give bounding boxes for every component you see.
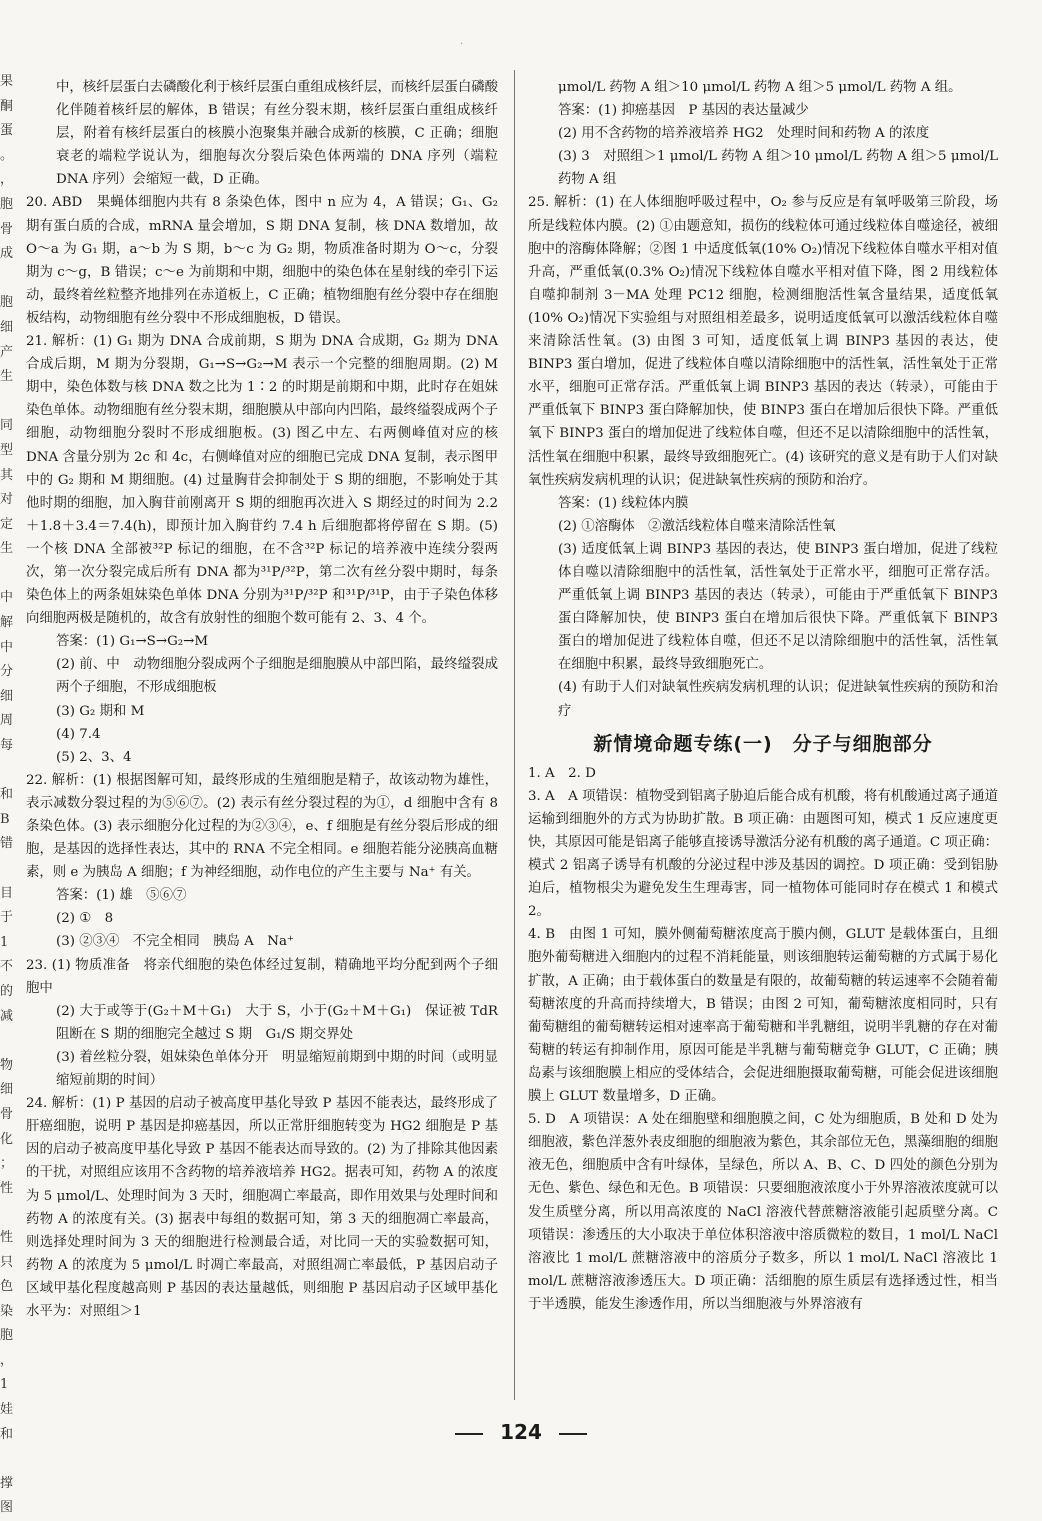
paragraph: 21. 解析：(1) G₁ 期为 DNA 合成前期，S 期为 DNA 合成期，G₂ 期为 DNA 合成后期，M 期为分裂期，G₁→S→G₂→M 表示一个完整的细胞周期。(2) M 期中，染色体数与核 DNA 数之比为 1∶2 的时期是前期和中期，此时存在姐妹染色单体。动物细胞有丝分裂末期，细胞膜从中部向内凹陷，最终缢裂成两个子细胞，动物细胞分裂时不形成细胞板。(3) 图乙中左、右两侧峰值对应的核 DNA 含量分别为 2c 和 4c，右侧峰值对应的细胞已完成 DNA 复制，表示图甲中的 G₂ 期和 M 期细胞。(4) 过量胸苷会抑制处于 S 期的细胞，不影响处于其他时期的细胞，加入胸苷前刚离开 S 期的细胞再次进入 S 期经过的时间为 2.2＋1.8＋3.4＝7.4(h)，即预计加入胸苷约 7.4 h 后细胞都将停留在 S 期。(5) 一个核 DNA 全部被³²P 标记的细胞，在不含³²P 标记的培养液中连续分裂两次，第一次分裂完成后所有 DNA 都为³¹P/³²P，第二次有丝分裂中期时，每条染色体上的两条姐妹染色单体 DNA 分别为³¹P/³²P 和³¹P/³¹P，由于子染色体移向细胞两极是随机的，故含有放射性的细胞个数可能有 2、3、4 个。 [26,334,498,627]
left-column [26,76,498,1323]
paragraph: (2) ①溶酶体 ②激活线粒体自噬来清除活性氧 [558,518,836,534]
paragraph: 答案：(1) 抑癌基因 P 基因的表达量减少 [558,103,809,119]
paragraph: 中，核纤层蛋白去磷酸化利于核纤层蛋白重组成核纤层，而核纤层蛋白磷酸化伴随着核纤层的解体，B 错误；有丝分裂末期，核纤层蛋白重组成核纤层，附着有核纤层蛋白的核膜小泡聚集并融合成新的核膜，C 正确；细胞衰老的端粒学说认为，细胞每次分裂后染色体两端的 DNA 序列（端粒 DNA 序列）会缩短一截，D 正确。 [56,80,498,188]
right-column-section-items [528,762,998,1316]
paragraph: 4. B 由图 1 可知，膜外侧葡萄糖浓度高于膜内侧，GLUT 是载体蛋白，且细胞外葡萄糖进入细胞内的过程不消耗能量，则该细胞转运葡萄糖的方式属于易化扩散，A 正确；由于载体蛋白的数量是有限的，故葡萄糖的转运速率不会随着葡萄糖浓度的升高而持续增大，B 错误；由图 2 可知，葡萄糖浓度相同时，只有葡萄糖组的葡萄糖转运相对速率高于葡萄糖和半乳糖组，说明半乳糖的存在对葡萄糖的转运有抑制作用，原因可能是半乳糖与葡萄糖竞争 GLUT，C 正确；胰岛素与该细胞膜上相应的受体结合，会促进细胞摄取葡萄糖，可能会促进该细胞膜上 GLUT 数量增多，D 正确。 [528,927,998,1105]
section-title: 新情境命题专练(一) 分子与细胞部分 [593,732,933,755]
paragraph: 3. A A 项错误：植物受到铝离子胁迫后能合成有机酸，将有机酸通过离子通道运输到细胞外的方式为协助扩散。B 项正确：由题图可知，模式 1 反应速度更快，其原因可能是铝离子能够直接诱导激活分泌有机酸的离子通道。C 项正确：模式 2 铝离子诱导有机酸的分泌过程中涉及基因的调控。D 项正确：受到铝胁迫后，植物根尖为避免发生生理毒害，同一植物体可能同时存在模式 1 和模式 2。 [528,788,998,920]
footer-dash-right [559,1433,587,1435]
paragraph: 1. A 2. D [528,765,596,781]
right-column-answers [528,76,998,723]
paragraph: 5. D A 项错误：A 处在细胞壁和细胞膜之间，C 处为细胞质，B 处和 D 处为细胞液，紫色洋葱外表皮细胞的细胞液为紫色，其余部位无色，黑藻细胞的细胞液无色，细胞质中含有叶绿体，呈绿色，所以 A、B、C、D 四处的颜色分别为无色、紫色、绿色和无色。B 项错误：只要细胞液浓度小于外界溶液浓度就可以发生质壁分离，所以用高浓度的 NaCl 溶液代替蔗糖溶液能引起质壁分离。C 项错误：渗透压的大小取决于单位体积溶液中溶质微粒的数目，1 mol/L NaCl 溶液比 1 mol/L 蔗糖溶液中的溶质分子数多，所以 1 mol/L NaCl 溶液比 1 mol/L 蔗糖溶液渗透压大。D 项正确：活细胞的原生质层有选择透过性，相当于半透膜，能发生渗透作用，所以当细胞液与外界溶液有 [528,1112,998,1312]
page-number: 124 [500,1420,542,1444]
header-mark: . [460,36,464,47]
paragraph: (3) G₂ 期和 M [56,703,145,719]
paragraph: 25. 解析：(1) 在人体细胞呼吸过程中，O₂ 参与反应是有氧呼吸第三阶段，场所是线粒体内膜。(2) ①由题意知，损伤的线粒体可通过线粒体自噬途径，被细胞中的溶酶体降解；②图 1 中适度低氧(10% O₂)情况下线粒体自噬水平相对值升高，严重低氧(0.3% O₂)情况下线粒体自噬水平相对值下降，图 2 用线粒体自噬抑制剂 3－MA 处理 PC12 细胞，检测细胞活性氧含量结果，适度低氧(10% O₂)情况下实验组与对照组相差最多，说明适度低氧可以激活线粒体自噬来清除活性氧。(3) 由图 3 可知，适度低氧上调 BINP3 基因的表达，使 BINP3 蛋白增加，促进了线粒体自噬以清除细胞中的活性氧，活性氧处于正常水平，细胞可正常存活。严重低氧上调 BINP3 基因的表达（转录），可能由于严重低氧下 BINP3 蛋白降解加快，使 BINP3 蛋白在增加后很快下降。严重低氧下 BINP3 蛋白的增加促进了线粒体自噬，但还不足以清除细胞中的活性氧，活性氧在细胞中积累，最终导致细胞死亡。(4) 该研究的意义是有助于人们对缺氧性疾病发病机理的认识；促进缺氧性疾病的预防和治疗。 [528,195,998,488]
paragraph: (4) 有助于人们对缺氧性疾病发病机理的认识；促进缺氧性疾病的预防和治疗 [558,680,998,719]
paragraph: 20. ABD 果蝇体细胞内共有 8 条染色体，图中 n 应为 4，A 错误；G₁、G₂ 期有蛋白质的合成，mRNA 量会增加，S 期 DNA 复制，核 DNA 数增加，故 O～a 为 G₁ 期，a～b 为 S 期，b～c 为 G₂ 期，物质准备时期为 O～c，分裂期为 c～g，B 错误；c～e 为前期和中期，细胞中的染色体在星射线的牵引下运动，最终着丝粒整齐地排列在赤道板上，C 正确；植物细胞有丝分裂中存在细胞板结构，动物细胞有丝分裂中不形成细胞板，D 错误。 [26,195,498,326]
paragraph: (2) 大于或等于(G₂＋M＋G₁) 大于 S，小于(G₂＋M＋G₁) 保证被 TdR 阻断在 S 期的细胞完全越过 S 期 G₁/S 期交界处 [56,1003,498,1042]
paragraph: 22. 解析：(1) 根据图解可知，最终形成的生殖细胞是精子，故该动物为雄性，表示减数分裂过程的为⑤⑥⑦。(2) 表示有丝分裂过程的为①，d 细胞中含有 8 条染色体。(3) 表示细胞分化过程的为②③④，e、f 细胞是有丝分裂后形成的细胞，是基因的选择性表达，其中的 RNA 不完全相同。e 细胞若能分泌胰高血糖素，则 e 为胰岛 A 细胞；f 为神经细胞，动作电位的产生主要与 Na⁺ 有关。 [26,772,498,881]
column-divider [514,70,515,1400]
paragraph: 答案：(1) G₁→S→G₂→M [56,634,209,650]
paragraph: 答案：(1) 线粒体内膜 [558,495,689,511]
paragraph: (5) 2、3、4 [56,749,132,765]
page-footer [0,1420,1042,1444]
paragraph: (2) 用不含药物的培养液培养 HG2 处理时间和药物 A 的浓度 [558,126,930,142]
left-margin-fragments: 果 酮 蛋 。 ， 胞 骨 成 胞 细 产 生 同 型 其 对 定 生 中 解 中 分 细 周 每 和 B 错 目 于 1 不 的 减 物 细 骨 化 ； 性 性 只 色 染 胞 ， 1 娃 和 撑 图 [0,74,14,1516]
paragraph: (2) 前、中 动物细胞分裂成两个子细胞是细胞膜从中部凹陷，最终缢裂成两个子细胞，不形成细胞板 [56,657,498,696]
paragraph: (3) 着丝粒分裂，姐妹染色单体分开 明显缩短前期到中期的时间（或明显缩短前期的时间） [56,1049,498,1089]
paragraph: (2) ① 8 [56,911,114,927]
paragraph: (3) 适度低氧上调 BINP3 基因的表达，使 BINP3 蛋白增加，促进了线粒体自噬以清除细胞中的活性氧，活性氧处于正常水平，细胞可正常存活。严重低氧上调 BINP3 基因的表达（转录），可能由于严重低氧下 BINP3 蛋白降解加快，使 BINP3 蛋白在增加后很快下降。严重低氧下 BINP3 蛋白的增加促进了线粒体自噬，但还不足以清除细胞中的活性氧，活性氧在细胞中积累，最终导致细胞死亡。 [558,541,998,673]
paragraph: 23. (1) 物质准备 将亲代细胞的染色体经过复制，精确地平均分配到两个子细胞中 [26,957,498,996]
footer-dash-left [455,1433,483,1435]
right-column [528,76,998,1316]
paragraph: μmol/L 药物 A 组＞10 μmol/L 药物 A 组＞5 μmol/L 药物 A 组。 [558,80,962,95]
paragraph: (3) ②③④ 不完全相同 胰岛 A Na⁺ [56,934,294,950]
paragraph: (4) 7.4 [56,726,101,742]
paragraph: 24. 解析：(1) P 基因的启动子被高度甲基化导致 P 基因不能表达，最终形成了肝癌细胞，说明 P 基因是抑癌基因，所以正常肝细胞转变为 HG2 细胞是 P 基因的启动子被高度甲基化导致 P 基因不能表达而导致的。(2) 为了排除其他因素的干扰，对照组应该用不含药物的培养液培养 HG2。据表可知，药物 A 的浓度为 5 μmol/L、处理时间为 3 天时，细胞凋亡率最高，即作用效果与处理时间和药物 A 的浓度有关。(3) 据表中每组的数据可知，第 3 天的细胞凋亡率最高，则选择处理时间为 3 天的细胞进行检测最合适，对比同一天的实验数据可知，药物 A 的浓度为 5 μmol/L 时凋亡率最高，对照组凋亡率最低，P 基因启动子区域甲基化程度越高则 P 基因的表达量越低，则细胞 P 基因启动子区域甲基化水平为：对照组＞1 [26,1096,498,1319]
paragraph: (3) 3 对照组＞1 μmol/L 药物 A 组＞10 μmol/L 药物 A 组＞5 μmol/L 药物 A 组 [558,149,998,188]
paragraph: 答案：(1) 雄 ⑤⑥⑦ [56,888,187,904]
